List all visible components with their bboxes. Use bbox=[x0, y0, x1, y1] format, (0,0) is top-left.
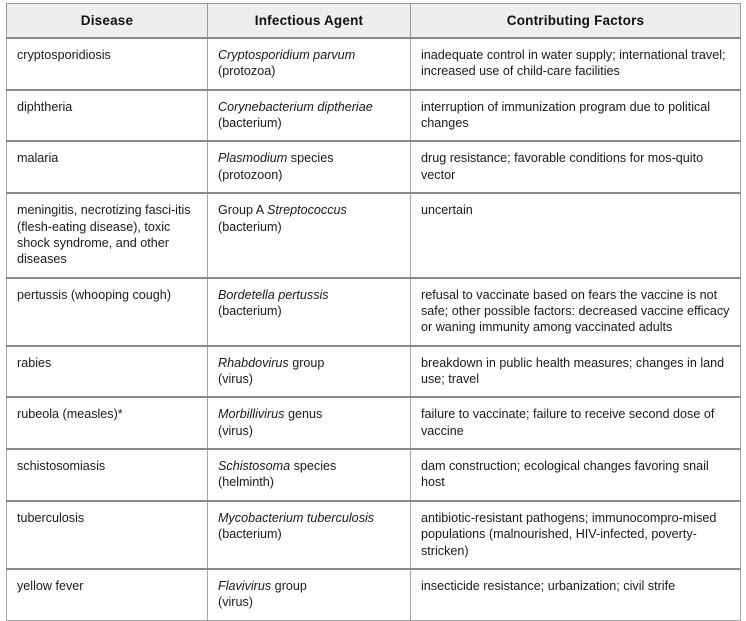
agent-name bbox=[218, 355, 400, 371]
agent-type: (protozoa) bbox=[218, 64, 276, 79]
agent-name-suffix: species bbox=[287, 151, 334, 166]
table-row bbox=[7, 501, 741, 569]
cell-infectious-agent bbox=[208, 90, 411, 142]
table-row bbox=[7, 38, 741, 90]
agent-scientific-name: Mycobacterium tuberculosis bbox=[218, 510, 375, 525]
agent-type: (virus) bbox=[218, 372, 253, 387]
agent-type: (helminth) bbox=[218, 475, 274, 490]
agent-type: (protozoon) bbox=[218, 167, 283, 182]
agent-scientific-name: Flavivirus bbox=[218, 578, 272, 593]
agent-name bbox=[218, 202, 400, 218]
agent-scientific-name: Bordetella pertussis bbox=[218, 287, 329, 302]
cell-disease: schistosomiasis bbox=[7, 449, 208, 501]
table-row bbox=[7, 397, 741, 449]
cell-infectious-agent bbox=[208, 449, 411, 501]
agent-scientific-name: Plasmodium bbox=[218, 151, 288, 166]
agent-name-prefix: Group A bbox=[218, 203, 268, 218]
agent-scientific-name: Corynebacterium diptheriae bbox=[218, 99, 373, 114]
cell-infectious-agent bbox=[208, 278, 411, 346]
agent-type: (virus) bbox=[218, 595, 253, 610]
cell-infectious-agent bbox=[208, 193, 411, 277]
agent-type: (bacterium) bbox=[218, 219, 282, 234]
cell-contributing-factors: insecticide resistance; urbanization; civil strife bbox=[411, 569, 741, 620]
agent-type: (virus) bbox=[218, 423, 253, 438]
cell-contributing-factors: failure to vaccinate; failure to receive second dose of vaccine bbox=[411, 397, 741, 449]
cell-disease: yellow fever bbox=[7, 569, 208, 620]
cell-contributing-factors: inadequate control in water supply; international travel; increased use of child-care facilities bbox=[411, 38, 741, 90]
agent-type: (bacterium) bbox=[218, 527, 282, 542]
agent-type: (bacterium) bbox=[218, 116, 282, 131]
agent-name bbox=[218, 406, 400, 422]
cell-disease: tuberculosis bbox=[7, 501, 208, 569]
cell-disease: rabies bbox=[7, 346, 208, 398]
cell-disease: cryptosporidiosis bbox=[7, 38, 208, 90]
table-row bbox=[7, 278, 741, 346]
agent-name bbox=[218, 287, 400, 303]
agent-name bbox=[218, 99, 400, 115]
cell-contributing-factors: uncertain bbox=[411, 193, 741, 277]
cell-disease: diphtheria bbox=[7, 90, 208, 142]
table-row bbox=[7, 449, 741, 501]
cell-contributing-factors: antibiotic-resistant pathogens; immunocompro-mised populations (malnourished, HIV-infected, poverty-stricken) bbox=[411, 501, 741, 569]
agent-name bbox=[218, 510, 400, 526]
agent-name bbox=[218, 47, 400, 63]
cell-infectious-agent bbox=[208, 346, 411, 398]
agent-name bbox=[218, 578, 400, 594]
agent-name bbox=[218, 150, 400, 166]
table-row bbox=[7, 193, 741, 277]
disease-table bbox=[6, 3, 741, 621]
cell-infectious-agent bbox=[208, 141, 411, 193]
table-row bbox=[7, 346, 741, 398]
cell-disease: malaria bbox=[7, 141, 208, 193]
cell-infectious-agent bbox=[208, 397, 411, 449]
column-header-contributing-factors: Contributing Factors bbox=[411, 4, 741, 39]
table-header bbox=[7, 4, 741, 39]
agent-name-suffix: species bbox=[290, 459, 337, 474]
agent-type: (bacterium) bbox=[218, 303, 282, 318]
column-header-infectious-agent: Infectious Agent bbox=[208, 4, 411, 39]
table-row bbox=[7, 569, 741, 620]
agent-scientific-name: Streptococcus bbox=[267, 203, 347, 218]
agent-name-suffix: group bbox=[271, 578, 307, 593]
cell-contributing-factors: breakdown in public health measures; changes in land use; travel bbox=[411, 346, 741, 398]
cell-contributing-factors: dam construction; ecological changes favoring snail host bbox=[411, 449, 741, 501]
agent-scientific-name: Rhabdovirus bbox=[218, 355, 289, 370]
cell-disease: meningitis, necrotizing fasci-itis (flesh-eating disease), toxic shock syndrome, and other diseases bbox=[7, 193, 208, 277]
agent-name bbox=[218, 458, 400, 474]
agent-scientific-name: Cryptosporidium parvum bbox=[218, 48, 356, 62]
table-header-row bbox=[7, 4, 741, 39]
cell-contributing-factors: drug resistance; favorable conditions for mos-quito vector bbox=[411, 141, 741, 193]
cell-contributing-factors: refusal to vaccinate based on fears the vaccine is not safe; other possible factors: decreased vaccine efficacy or waning immunity among vaccinated adults bbox=[411, 278, 741, 346]
cell-disease: pertussis (whooping cough) bbox=[7, 278, 208, 346]
table-body bbox=[7, 38, 741, 620]
agent-name-suffix: genus bbox=[284, 407, 323, 422]
agent-scientific-name: Schistosoma bbox=[218, 459, 291, 474]
column-header-disease: Disease bbox=[7, 4, 208, 39]
table-row bbox=[7, 141, 741, 193]
table-row bbox=[7, 90, 741, 142]
agent-name-suffix: group bbox=[288, 355, 325, 370]
cell-contributing-factors: interruption of immunization program due to political changes bbox=[411, 90, 741, 142]
agent-scientific-name: Morbillivirus bbox=[218, 407, 285, 422]
cell-infectious-agent bbox=[208, 38, 411, 90]
cell-infectious-agent bbox=[208, 501, 411, 569]
cell-disease: rubeola (measles)* bbox=[7, 397, 208, 449]
cell-infectious-agent bbox=[208, 569, 411, 620]
